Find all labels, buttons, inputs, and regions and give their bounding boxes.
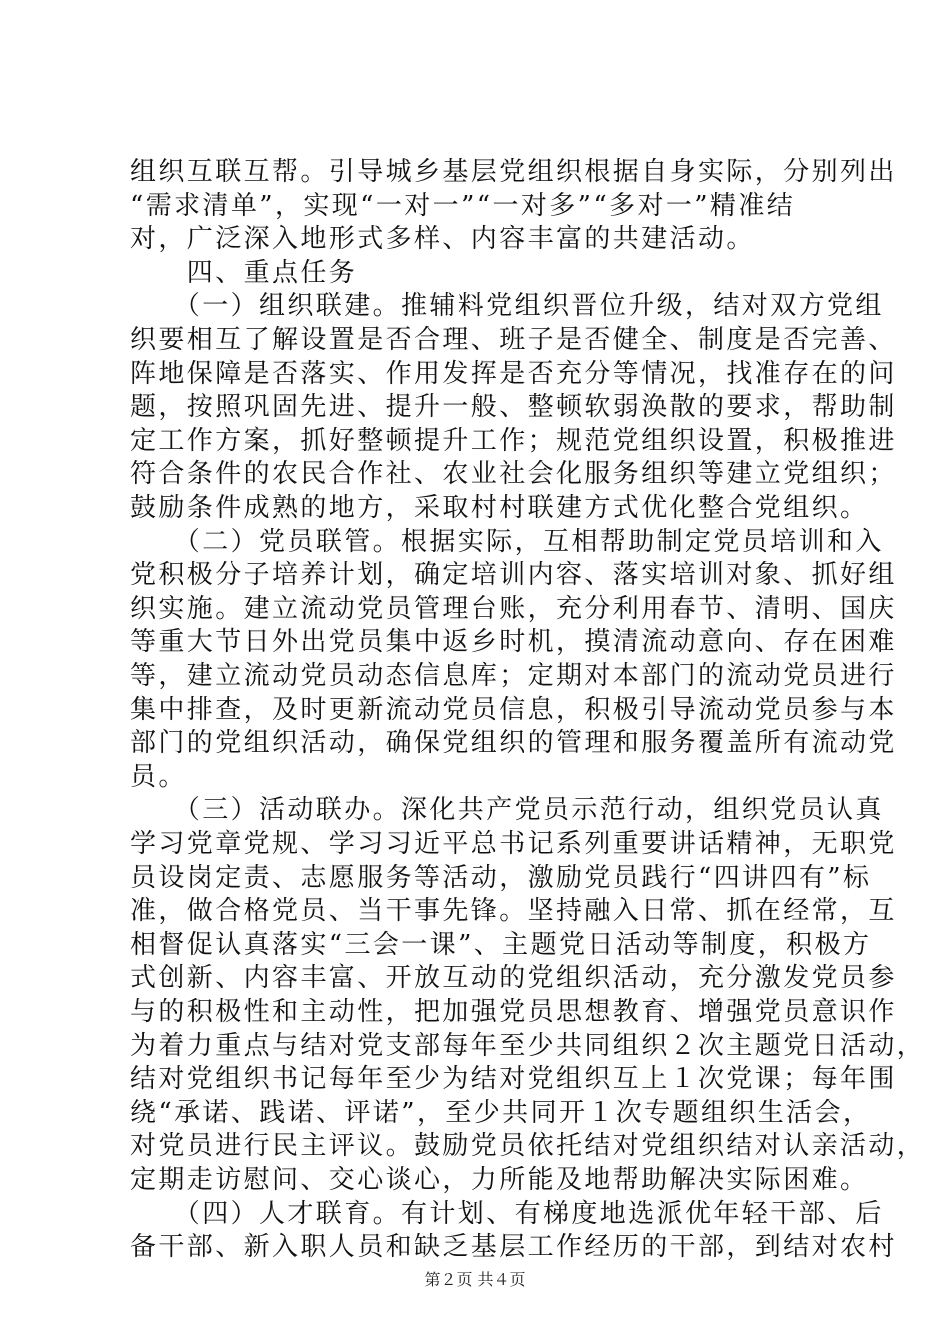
text-line: 式创新、内容丰富、开放互动的党组织活动，充分激发党员参 bbox=[130, 963, 897, 994]
text-line: 织要相互了解设置是否合理、班子是否健全、制度是否完善、 bbox=[130, 325, 897, 355]
text-line: 相督促认真落实“三会一课”、主题党日活动等制度，积极方 bbox=[130, 929, 872, 960]
text-line: 对，广泛深入地形式多样、内容丰富的共建活动。 bbox=[130, 224, 755, 255]
text-line: 阵地保障是否落实、作用发挥是否充分等情况，找准存在的问 bbox=[130, 358, 897, 389]
text-line: 组织互联互帮。引导城乡基层党组织根据自身实际，分别列出 bbox=[130, 157, 897, 187]
text-line: （二）党员联管。根据实际，互相帮助制定党员培训和入 bbox=[130, 526, 884, 557]
text-line: 等，建立流动党员动态信息库；定期对本部门的流动党员进行 bbox=[130, 661, 897, 691]
text-line: 题，按照巩固先进、提升一般、整顿软弱涣散的要求，帮助制 bbox=[130, 392, 897, 423]
page-footer: 第２页 共４页 bbox=[424, 1270, 526, 1289]
text-line: 员设岗定责、志愿服务等活动，激励党员践行“四讲四有”标 bbox=[130, 862, 872, 893]
text-line: （四）人才联育。有计划、有梯度地选派优年轻干部、后 bbox=[130, 1198, 884, 1229]
text-line: 集中排查，及时更新流动党员信息，积极引导流动党员参与本 bbox=[130, 694, 897, 725]
text-line: 等重大节日外出党员集中返乡时机，摸清流动意向、存在困难 bbox=[130, 627, 897, 658]
text-line: 学习党章党规、学习习近平总书记系列重要讲话精神，无职党 bbox=[130, 829, 897, 859]
text-line: 定工作方案，抓好整顿提升工作；规范党组织设置，积极推进 bbox=[130, 425, 897, 456]
text-line: 符合条件的农民合作社、农业社会化服务组织等建立党组织； bbox=[130, 459, 897, 490]
text-line: 结对党组织书记每年至少为结对党组织互上１次党课；每年围 bbox=[130, 1064, 897, 1095]
text-line: 对党员进行民主评议。鼓励党员依托结对党组织结对认亲活动， bbox=[130, 1131, 926, 1162]
text-line: 织实施。建立流动党员管理台账，充分利用春节、清明、国庆 bbox=[130, 593, 897, 624]
text-line: 备干部、新入职人员和缺乏基层工作经历的干部，到结对农村 bbox=[130, 1232, 897, 1263]
text-line: 部门的党组织活动，确保党组织的管理和服务覆盖所有流动党 bbox=[130, 728, 897, 759]
text-line: 鼓励条件成熟的地方，采取村村联建方式优化整合党组织。 bbox=[130, 493, 869, 523]
text-line: 绕“承诺、践诺、评诺”，至少共同开１次专题组织生活会， bbox=[130, 1097, 872, 1128]
text-line: 四、重点任务 bbox=[130, 257, 358, 288]
text-line: 与的积极性和主动性，把加强党员思想教育、增强党员意识作 bbox=[130, 997, 897, 1027]
text-line: 准，做合格党员、当干事先锋。坚持融入日常、抓在经常，互 bbox=[130, 896, 897, 927]
text-line: 为着力重点与结对党支部每年至少共同组织２次主题党日活动， bbox=[130, 1030, 926, 1061]
text-line: （一）组织联建。推辅料党组织晋位升级，结对双方党组 bbox=[130, 291, 884, 322]
text-line: （三）活动联办。深化共产党员示范行动，组织党员认真 bbox=[130, 795, 884, 826]
text-line: “需求清单”，实现“一对一”“一对多”“多对一”精准结 bbox=[130, 190, 796, 221]
text-line: 员。 bbox=[130, 761, 187, 792]
text-line: 党积极分子培养计划，确定培训内容、落实培训对象、抓好组 bbox=[130, 560, 897, 591]
text-line: 定期走访慰问、交心谈心，力所能及地帮助解决实际困难。 bbox=[130, 1165, 869, 1195]
